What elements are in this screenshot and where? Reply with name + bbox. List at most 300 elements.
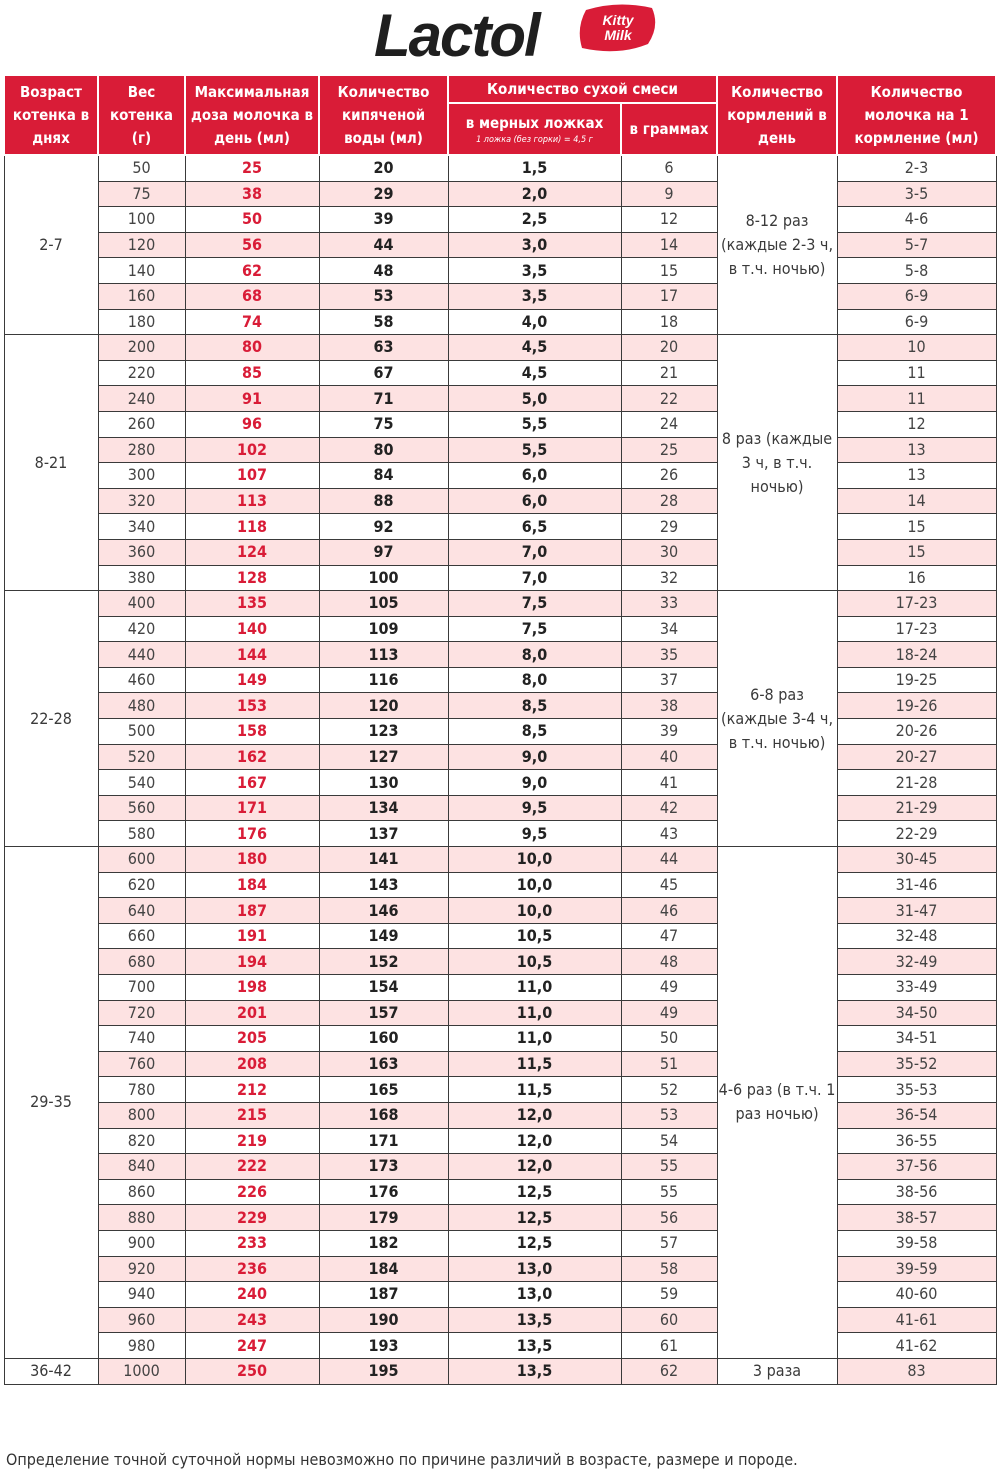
table-row — [4, 181, 996, 207]
per-cell: 19-26 — [837, 693, 996, 719]
table-row — [4, 1102, 996, 1128]
weight-cell: 580 — [98, 821, 185, 847]
weight-cell: 160 — [98, 283, 185, 309]
spoons-cell: 8,5 — [448, 719, 621, 745]
table-row — [4, 565, 996, 591]
table-row — [4, 1128, 996, 1154]
water-cell: 20 — [319, 155, 448, 181]
table-row — [4, 923, 996, 949]
water-cell: 67 — [319, 360, 448, 386]
spoons-cell: 13,5 — [448, 1307, 621, 1333]
per-cell: 22-29 — [837, 821, 996, 847]
header-grams: в граммах — [621, 103, 717, 155]
weight-cell: 780 — [98, 1077, 185, 1103]
dose-cell: 208 — [185, 1051, 319, 1077]
dose-cell: 233 — [185, 1230, 319, 1256]
table-row — [4, 1179, 996, 1205]
grams-cell: 6 — [621, 155, 717, 181]
weight-cell: 980 — [98, 1333, 185, 1359]
grams-cell: 30 — [621, 539, 717, 565]
per-cell: 12 — [837, 411, 996, 437]
per-cell: 39-58 — [837, 1230, 996, 1256]
grams-cell: 49 — [621, 1000, 717, 1026]
weight-cell: 640 — [98, 898, 185, 924]
weight-cell: 880 — [98, 1205, 185, 1231]
per-cell: 17-23 — [837, 591, 996, 617]
spoons-cell: 3,5 — [448, 258, 621, 284]
spoons-cell: 7,0 — [448, 539, 621, 565]
table-body — [4, 155, 996, 1384]
spoons-cell: 11,5 — [448, 1051, 621, 1077]
weight-cell: 420 — [98, 616, 185, 642]
grams-cell: 17 — [621, 283, 717, 309]
water-cell: 154 — [319, 975, 448, 1001]
per-cell: 14 — [837, 488, 996, 514]
water-cell: 109 — [319, 616, 448, 642]
weight-cell: 400 — [98, 591, 185, 617]
spoons-cell: 13,5 — [448, 1358, 621, 1384]
header-spoons — [448, 103, 621, 155]
per-cell: 83 — [837, 1358, 996, 1384]
table-row — [4, 386, 996, 412]
water-cell: 116 — [319, 667, 448, 693]
feeds-per-day-cell: 4-6 раз (в т.ч. 1 раз ночью) — [717, 847, 837, 1359]
grams-cell: 29 — [621, 514, 717, 540]
table-header — [4, 75, 996, 155]
per-cell: 30-45 — [837, 847, 996, 873]
grams-cell: 43 — [621, 821, 717, 847]
dose-cell: 113 — [185, 488, 319, 514]
per-cell: 13 — [837, 437, 996, 463]
weight-cell: 820 — [98, 1128, 185, 1154]
spoons-cell: 6,0 — [448, 463, 621, 489]
per-cell: 40-60 — [837, 1282, 996, 1308]
weight-cell: 440 — [98, 642, 185, 668]
weight-cell: 260 — [98, 411, 185, 437]
per-cell: 16 — [837, 565, 996, 591]
table-row — [4, 258, 996, 284]
grams-cell: 35 — [621, 642, 717, 668]
dose-cell: 219 — [185, 1128, 319, 1154]
grams-cell: 28 — [621, 488, 717, 514]
header-per-feed: Количество молочка на 1 кормление (мл) — [837, 75, 996, 155]
spoons-cell: 6,0 — [448, 488, 621, 514]
dose-cell: 201 — [185, 1000, 319, 1026]
table-row — [4, 744, 996, 770]
table-row — [4, 155, 996, 181]
footnote: Определение точной суточной нормы невозможно по причине различий в возрасте, размере и породе. — [6, 1450, 798, 1469]
water-cell: 97 — [319, 539, 448, 565]
per-cell: 5-7 — [837, 232, 996, 258]
table-row — [4, 898, 996, 924]
weight-cell: 520 — [98, 744, 185, 770]
table-row — [4, 1000, 996, 1026]
spoons-cell: 6,5 — [448, 514, 621, 540]
grams-cell: 22 — [621, 386, 717, 412]
dose-cell: 68 — [185, 283, 319, 309]
water-cell: 143 — [319, 872, 448, 898]
spoons-cell: 12,0 — [448, 1128, 621, 1154]
dose-cell: 236 — [185, 1256, 319, 1282]
table-row — [4, 309, 996, 335]
per-cell: 21-29 — [837, 795, 996, 821]
dose-cell: 102 — [185, 437, 319, 463]
spoons-cell: 13,5 — [448, 1333, 621, 1359]
spoons-cell: 5,5 — [448, 411, 621, 437]
weight-cell: 50 — [98, 155, 185, 181]
weight-cell: 100 — [98, 207, 185, 233]
dose-cell: 124 — [185, 539, 319, 565]
dose-cell: 25 — [185, 155, 319, 181]
grams-cell: 57 — [621, 1230, 717, 1256]
weight-cell: 240 — [98, 386, 185, 412]
water-cell: 39 — [319, 207, 448, 233]
water-cell: 146 — [319, 898, 448, 924]
weight-cell: 140 — [98, 258, 185, 284]
dose-cell: 167 — [185, 770, 319, 796]
grams-cell: 42 — [621, 795, 717, 821]
per-cell: 15 — [837, 514, 996, 540]
grams-cell: 49 — [621, 975, 717, 1001]
dose-cell: 158 — [185, 719, 319, 745]
dose-cell: 194 — [185, 949, 319, 975]
table-row — [4, 360, 996, 386]
table-row — [4, 488, 996, 514]
weight-cell: 920 — [98, 1256, 185, 1282]
water-cell: 176 — [319, 1179, 448, 1205]
table-row — [4, 770, 996, 796]
per-cell: 5-8 — [837, 258, 996, 284]
dose-cell: 171 — [185, 795, 319, 821]
table-row — [4, 667, 996, 693]
spoons-cell: 3,5 — [448, 283, 621, 309]
water-cell: 53 — [319, 283, 448, 309]
water-cell: 71 — [319, 386, 448, 412]
age-group-cell: 36-42 — [4, 1358, 98, 1384]
grams-cell: 34 — [621, 616, 717, 642]
spoons-cell: 7,0 — [448, 565, 621, 591]
table-row — [4, 616, 996, 642]
weight-cell: 900 — [98, 1230, 185, 1256]
weight-cell: 320 — [98, 488, 185, 514]
per-cell: 11 — [837, 386, 996, 412]
table-row — [4, 693, 996, 719]
dose-cell: 243 — [185, 1307, 319, 1333]
dose-cell: 250 — [185, 1358, 319, 1384]
age-group-cell: 8-21 — [4, 335, 98, 591]
weight-cell: 700 — [98, 975, 185, 1001]
per-cell: 6-9 — [837, 283, 996, 309]
water-cell: 48 — [319, 258, 448, 284]
spoons-cell: 11,0 — [448, 1026, 621, 1052]
water-cell: 160 — [319, 1026, 448, 1052]
water-cell: 88 — [319, 488, 448, 514]
grams-cell: 32 — [621, 565, 717, 591]
dose-cell: 187 — [185, 898, 319, 924]
dose-cell: 140 — [185, 616, 319, 642]
per-cell: 38-56 — [837, 1179, 996, 1205]
water-cell: 84 — [319, 463, 448, 489]
water-cell: 190 — [319, 1307, 448, 1333]
age-group-cell: 29-35 — [4, 847, 98, 1359]
per-cell: 37-56 — [837, 1154, 996, 1180]
grams-cell: 62 — [621, 1358, 717, 1384]
water-cell: 149 — [319, 923, 448, 949]
per-cell: 39-59 — [837, 1256, 996, 1282]
per-cell: 2-3 — [837, 155, 996, 181]
table-row — [4, 1358, 996, 1384]
water-cell: 58 — [319, 309, 448, 335]
spoons-cell: 10,0 — [448, 872, 621, 898]
dose-cell: 215 — [185, 1102, 319, 1128]
table-row — [4, 821, 996, 847]
dose-cell: 74 — [185, 309, 319, 335]
table-row — [4, 872, 996, 898]
grams-cell: 53 — [621, 1102, 717, 1128]
grams-cell: 46 — [621, 898, 717, 924]
header-age: Возраст котенка в днях — [4, 75, 98, 155]
grams-cell: 41 — [621, 770, 717, 796]
grams-cell: 56 — [621, 1205, 717, 1231]
dose-cell: 85 — [185, 360, 319, 386]
table-row — [4, 1026, 996, 1052]
water-cell: 134 — [319, 795, 448, 821]
weight-cell: 280 — [98, 437, 185, 463]
header-weight: Вес котенка (г) — [98, 75, 185, 155]
grams-cell: 20 — [621, 335, 717, 361]
per-cell: 17-23 — [837, 616, 996, 642]
table-row — [4, 1051, 996, 1077]
dose-cell: 184 — [185, 872, 319, 898]
spoons-cell: 5,0 — [448, 386, 621, 412]
water-cell: 127 — [319, 744, 448, 770]
grams-cell: 38 — [621, 693, 717, 719]
spoons-cell: 1,5 — [448, 155, 621, 181]
grams-cell: 25 — [621, 437, 717, 463]
per-cell: 32-49 — [837, 949, 996, 975]
table-row — [4, 1256, 996, 1282]
spoons-cell: 4,5 — [448, 335, 621, 361]
table-row — [4, 1154, 996, 1180]
table-row — [4, 335, 996, 361]
spoons-cell: 2,5 — [448, 207, 621, 233]
grams-cell: 21 — [621, 360, 717, 386]
spoons-cell: 7,5 — [448, 591, 621, 617]
table-row — [4, 514, 996, 540]
grams-cell: 52 — [621, 1077, 717, 1103]
water-cell: 157 — [319, 1000, 448, 1026]
per-cell: 31-47 — [837, 898, 996, 924]
water-cell: 137 — [319, 821, 448, 847]
spoons-cell: 8,0 — [448, 642, 621, 668]
grams-cell: 39 — [621, 719, 717, 745]
grams-cell: 59 — [621, 1282, 717, 1308]
grams-cell: 44 — [621, 847, 717, 873]
spoons-cell: 11,5 — [448, 1077, 621, 1103]
weight-cell: 840 — [98, 1154, 185, 1180]
feeds-per-day-cell: 6-8 раз (каждые 3-4 ч, в т.ч. ночью) — [717, 591, 837, 847]
per-cell: 32-48 — [837, 923, 996, 949]
grams-cell: 61 — [621, 1333, 717, 1359]
weight-cell: 560 — [98, 795, 185, 821]
feeding-table — [3, 74, 997, 1385]
weight-cell: 460 — [98, 667, 185, 693]
dose-cell: 107 — [185, 463, 319, 489]
weight-cell: 120 — [98, 232, 185, 258]
feeds-per-day-cell: 8 раз (каждые 3 ч, в т.ч. ночью) — [717, 335, 837, 591]
spoons-cell: 13,0 — [448, 1282, 621, 1308]
dose-cell: 247 — [185, 1333, 319, 1359]
weight-cell: 620 — [98, 872, 185, 898]
spoons-cell: 12,5 — [448, 1205, 621, 1231]
table-row — [4, 795, 996, 821]
spoons-cell: 12,5 — [448, 1179, 621, 1205]
grams-cell: 12 — [621, 207, 717, 233]
water-cell: 165 — [319, 1077, 448, 1103]
dose-cell: 153 — [185, 693, 319, 719]
age-group-cell: 2-7 — [4, 155, 98, 335]
spoons-cell: 11,0 — [448, 975, 621, 1001]
water-cell: 168 — [319, 1102, 448, 1128]
table-row — [4, 411, 996, 437]
weight-cell: 860 — [98, 1179, 185, 1205]
grams-cell: 24 — [621, 411, 717, 437]
dose-cell: 144 — [185, 642, 319, 668]
water-cell: 123 — [319, 719, 448, 745]
spoons-cell: 10,5 — [448, 923, 621, 949]
dose-cell: 80 — [185, 335, 319, 361]
water-cell: 63 — [319, 335, 448, 361]
per-cell: 13 — [837, 463, 996, 489]
grams-cell: 55 — [621, 1154, 717, 1180]
weight-cell: 660 — [98, 923, 185, 949]
water-cell: 105 — [319, 591, 448, 617]
table-row — [4, 949, 996, 975]
weight-cell: 600 — [98, 847, 185, 873]
table-row — [4, 539, 996, 565]
dose-cell: 135 — [185, 591, 319, 617]
weight-cell: 300 — [98, 463, 185, 489]
spoons-cell: 12,0 — [448, 1154, 621, 1180]
spoons-cell: 12,5 — [448, 1230, 621, 1256]
per-cell: 35-53 — [837, 1077, 996, 1103]
table-row — [4, 1077, 996, 1103]
dose-cell: 38 — [185, 181, 319, 207]
dose-cell: 149 — [185, 667, 319, 693]
header-spoons-note: 1 ложка (без горки) = 4,5 г — [476, 135, 593, 145]
dose-cell: 91 — [185, 386, 319, 412]
weight-cell: 340 — [98, 514, 185, 540]
weight-cell: 720 — [98, 1000, 185, 1026]
per-cell: 34-51 — [837, 1026, 996, 1052]
spoons-cell: 9,0 — [448, 744, 621, 770]
weight-cell: 480 — [98, 693, 185, 719]
weight-cell: 360 — [98, 539, 185, 565]
per-cell: 20-27 — [837, 744, 996, 770]
weight-cell: 75 — [98, 181, 185, 207]
table-row — [4, 1230, 996, 1256]
badge-line-2: Milk — [604, 27, 632, 43]
per-cell: 34-50 — [837, 1000, 996, 1026]
per-cell: 31-46 — [837, 872, 996, 898]
header-dry-mix: Количество сухой смеси — [448, 75, 717, 103]
dose-cell: 96 — [185, 411, 319, 437]
header-water: Количество кипяченой воды (мл) — [319, 75, 448, 155]
spoons-cell: 9,0 — [448, 770, 621, 796]
dose-cell: 226 — [185, 1179, 319, 1205]
weight-cell: 1000 — [98, 1358, 185, 1384]
water-cell: 92 — [319, 514, 448, 540]
per-cell: 19-25 — [837, 667, 996, 693]
spoons-cell: 13,0 — [448, 1256, 621, 1282]
dose-cell: 118 — [185, 514, 319, 540]
water-cell: 184 — [319, 1256, 448, 1282]
table-row — [4, 719, 996, 745]
spoons-cell: 2,0 — [448, 181, 621, 207]
grams-cell: 58 — [621, 1256, 717, 1282]
water-cell: 182 — [319, 1230, 448, 1256]
water-cell: 44 — [319, 232, 448, 258]
water-cell: 113 — [319, 642, 448, 668]
table-row — [4, 642, 996, 668]
grams-cell: 55 — [621, 1179, 717, 1205]
grams-cell: 18 — [621, 309, 717, 335]
spoons-cell: 9,5 — [448, 821, 621, 847]
table-row — [4, 463, 996, 489]
grams-cell: 54 — [621, 1128, 717, 1154]
table-row — [4, 207, 996, 233]
header-dose: Максимальная доза молочка в день (мл) — [185, 75, 319, 155]
weight-cell: 940 — [98, 1282, 185, 1308]
dose-cell: 229 — [185, 1205, 319, 1231]
water-cell: 100 — [319, 565, 448, 591]
per-cell: 4-6 — [837, 207, 996, 233]
weight-cell: 380 — [98, 565, 185, 591]
table-row — [4, 437, 996, 463]
dose-cell: 176 — [185, 821, 319, 847]
age-group-cell: 22-28 — [4, 591, 98, 847]
water-cell: 195 — [319, 1358, 448, 1384]
per-cell: 10 — [837, 335, 996, 361]
per-cell: 41-62 — [837, 1333, 996, 1359]
table-row — [4, 1307, 996, 1333]
dose-cell: 62 — [185, 258, 319, 284]
per-cell: 21-28 — [837, 770, 996, 796]
weight-cell: 680 — [98, 949, 185, 975]
dose-cell: 212 — [185, 1077, 319, 1103]
weight-cell: 540 — [98, 770, 185, 796]
weight-cell: 800 — [98, 1102, 185, 1128]
grams-cell: 48 — [621, 949, 717, 975]
grams-cell: 50 — [621, 1026, 717, 1052]
per-cell: 6-9 — [837, 309, 996, 335]
spoons-cell: 3,0 — [448, 232, 621, 258]
spoons-cell: 12,0 — [448, 1102, 621, 1128]
per-cell: 20-26 — [837, 719, 996, 745]
dose-cell: 240 — [185, 1282, 319, 1308]
water-cell: 29 — [319, 181, 448, 207]
dose-cell: 180 — [185, 847, 319, 873]
table-row — [4, 1205, 996, 1231]
water-cell: 171 — [319, 1128, 448, 1154]
header-feeds: Количество кормлений в день — [717, 75, 837, 155]
per-cell: 18-24 — [837, 642, 996, 668]
table-row — [4, 283, 996, 309]
dose-cell: 50 — [185, 207, 319, 233]
water-cell: 75 — [319, 411, 448, 437]
feeds-per-day-cell: 3 раза — [717, 1358, 837, 1384]
weight-cell: 740 — [98, 1026, 185, 1052]
